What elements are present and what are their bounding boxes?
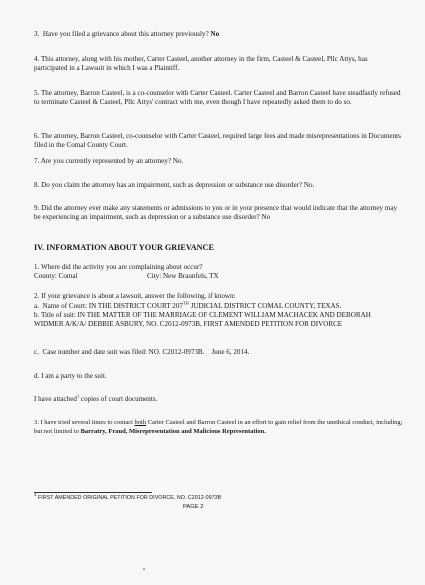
city-value: City: New Braunfels, TX [147,272,219,280]
statement-5: 5. The attorney, Barron Casteel, is a co-counselor with Carter Casteel. Carter Casteel and Barron Casteel have steadfastly refused to terminate Casteel & Casteel, Pllc Attys' contract with me, even though I have repeatedly asked them to do so. [34,89,401,107]
question-9: 9. Did the attorney ever make any statements or admissions to you or in your presence that would indicate that the attorney may be experiencing an impairment, such as depression or a substance use disorder? No [34,204,398,222]
county-value: County: Comal [34,272,78,280]
footnote: $^1$ FIRST AMENDED ORIGINAL PETITION FOR DIVORCE, NO. C2012-0973B [34,492,222,501]
location-question: 1. Where did the activity you are complaining about occur? [34,263,203,271]
page-number: PAGE 2 [183,504,204,510]
footnote-divider [34,492,152,493]
question-7: 7. Are you currently represented by an attorney? No. [34,157,184,165]
question-8: 8. Do you claim the attorney has an impairment, such as depression or substance use disorder? No. [34,181,315,189]
attachments-statement: I have attached$^1$ copies of court documents. [34,393,158,403]
section-heading: IV. INFORMATION ABOUT YOUR GRIEVANCE [34,243,214,252]
suit-title: b. Title of suit: IN THE MATTER OF THE MARRIAGE OF CLEMENT WILLIAM MACHACEK AND DEBORAH WIDMER A/K/A/ DEBBIE ASBURY, NO. C2012-0973B, FIRST AMENDED PETITION FOR DIVORCE [34,311,371,329]
lawsuit-intro: 2. If your grievance is about a lawsuit, answer the following, if known: [34,292,236,300]
court-name: a. Name of Court: IN THE DISTRICT COURT 207TH JUDICIAL DISTRICT COMAL COUNTY, TEXAS. [34,300,342,310]
statement-4: 4. This attorney, along with his mother, Carter Casteel, another attorney in the firm, Casteel & Casteel, Pllc Attys, has participated in a Lawsuit in which I was a Plaintiff. [34,55,368,73]
scan-speck [143,568,145,570]
statement-6: 6. The attorney, Barron Casteel, co-counselor with Carter Casteel, required large fees and made misrepresentations in Documents filed in the Comal County Court. [34,132,401,150]
case-number: c. Case number and date suit was filed: NO. C2012-0973B. June 6, 2014. [34,348,250,356]
question-3: 3. Have you filed a grievance about this attorney previously? No [34,30,220,38]
party-statement: d. I am a party to the suit. [34,372,107,380]
contact-attempts: 3. I have tried several times to contact both Carter Casteel and Barron Casteel in an effort to gain relief from the unethical conduct, including; but not limited to Barratry, Fraud, Misrepresentation and Malicious Representation. [34,419,405,435]
